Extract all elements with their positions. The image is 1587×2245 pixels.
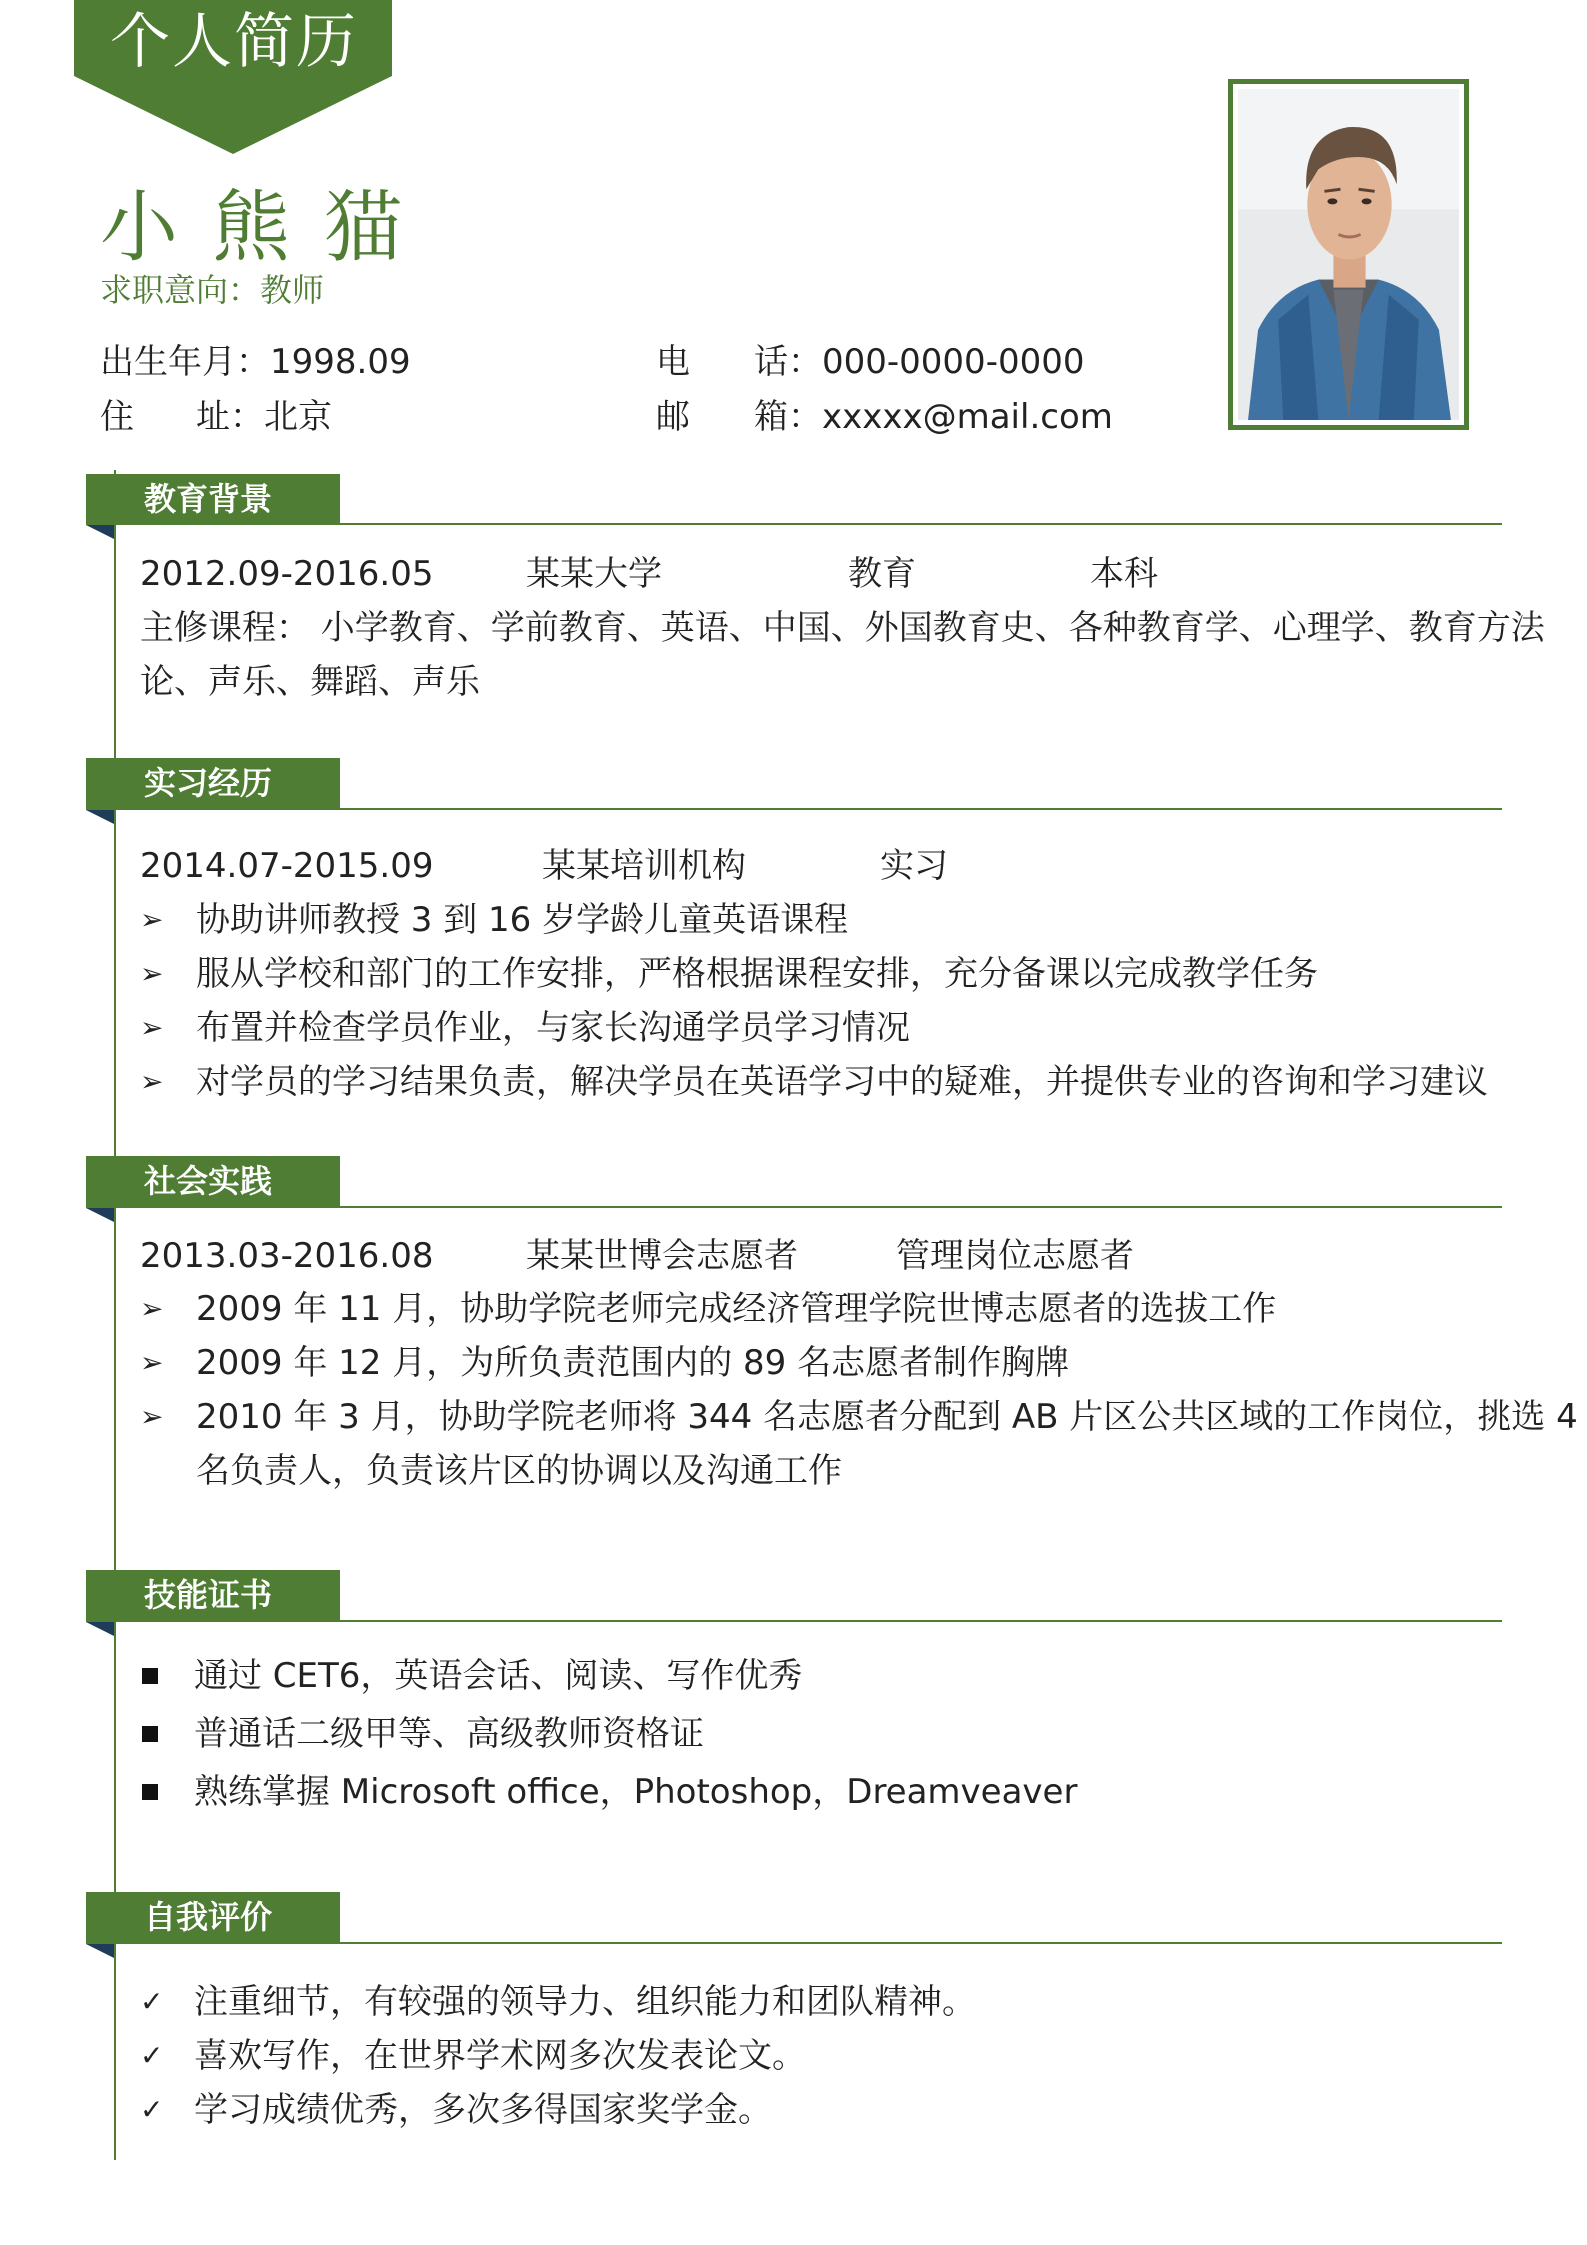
check-icon: ✓ bbox=[140, 2039, 164, 2072]
list-item: 熟练掌握 Microsoft office，Photoshop，Dreamveaver bbox=[140, 1772, 1077, 1812]
phone-label-a: 电 bbox=[656, 342, 690, 382]
arrow-bullet-icon: ➢ bbox=[140, 1065, 164, 1098]
list-item: 普通话二级甲等、高级教师资格证 bbox=[140, 1714, 704, 1754]
section-education-fold bbox=[86, 525, 114, 539]
candidate-name: 小熊猫 bbox=[100, 183, 437, 273]
education-courses-cont: 论、声乐、舞蹈、声乐 bbox=[140, 662, 480, 702]
address-label-a: 住 bbox=[100, 397, 134, 437]
email-value: xxxxx@mail.com bbox=[822, 397, 1113, 437]
arrow-bullet-icon: ➢ bbox=[140, 957, 164, 990]
square-bullet-icon bbox=[142, 1726, 158, 1742]
section-skills-rule bbox=[86, 1620, 1502, 1622]
job-intent-label: 求职意向： bbox=[100, 271, 261, 309]
section-practice-rule bbox=[86, 1206, 1502, 1208]
birth-value: 1998.09 bbox=[270, 342, 411, 382]
section-education-header: 教育背景 bbox=[86, 474, 340, 524]
education-courses: 主修课程： 小学教育、学前教育、英语、中国、外国教育史、各种教育学、心理学、教育方法 bbox=[140, 608, 1545, 648]
internship-role: 实习 bbox=[880, 846, 948, 886]
section-self-header: 自我评价 bbox=[86, 1892, 340, 1942]
education-school: 某某大学 bbox=[526, 554, 662, 594]
phone-value: 000-0000-0000 bbox=[822, 342, 1085, 382]
list-item: ➢ 布置并检查学员作业，与家长沟通学员学习情况 bbox=[140, 1008, 910, 1048]
section-internship-rule bbox=[86, 808, 1502, 810]
profile-photo bbox=[1228, 79, 1469, 430]
job-intent bbox=[100, 270, 324, 310]
education-major: 教育 bbox=[848, 554, 916, 594]
education-period: 2012.09-2016.05 bbox=[140, 554, 434, 594]
practice-org: 某某世博会志愿者 bbox=[526, 1236, 798, 1276]
phone-info bbox=[656, 342, 1085, 382]
birth-info bbox=[100, 342, 411, 382]
list-item: ➢ 2009 年 11 月，协助学院老师完成经济管理学院世博志愿者的选拔工作 bbox=[140, 1289, 1277, 1329]
list-item: ✓ 注重细节，有较强的领导力、组织能力和团队精神。 bbox=[140, 1982, 976, 2022]
email-label-a: 邮 bbox=[656, 397, 690, 437]
check-icon: ✓ bbox=[140, 1985, 164, 2018]
practice-role: 管理岗位志愿者 bbox=[896, 1236, 1134, 1276]
square-bullet-icon bbox=[142, 1784, 158, 1800]
arrow-bullet-icon: ➢ bbox=[140, 903, 164, 936]
section-skills-header: 技能证书 bbox=[86, 1570, 340, 1620]
internship-org: 某某培训机构 bbox=[542, 846, 746, 886]
arrow-bullet-icon: ➢ bbox=[140, 1292, 164, 1325]
resume-title: 个人简历 bbox=[110, 7, 358, 77]
section-self-fold bbox=[86, 1944, 114, 1958]
list-item: 通过 CET6，英语会话、阅读、写作优秀 bbox=[140, 1656, 802, 1696]
birth-label: 出生年月： bbox=[100, 342, 270, 382]
list-item: ➢ 2010 年 3 月，协助学院老师将 344 名志愿者分配到 AB 片区公共区域的工作岗位，挑选 4 bbox=[140, 1397, 1578, 1437]
list-item: ➢ 服从学校和部门的工作安排，严格根据课程安排，充分备课以完成教学任务 bbox=[140, 954, 1318, 994]
list-item: ➢ 协助讲师教授 3 到 16 岁学龄儿童英语课程 bbox=[140, 900, 849, 940]
check-icon: ✓ bbox=[140, 2093, 164, 2126]
section-internship-fold bbox=[86, 810, 114, 824]
section-self-rule bbox=[86, 1942, 1502, 1944]
education-degree: 本科 bbox=[1090, 554, 1158, 594]
section-internship-header: 实习经历 bbox=[86, 758, 340, 808]
arrow-bullet-icon: ➢ bbox=[140, 1011, 164, 1044]
section-practice-fold bbox=[86, 1208, 114, 1222]
phone-label-b: 话： bbox=[754, 342, 822, 382]
arrow-bullet-icon: ➢ bbox=[140, 1346, 164, 1379]
job-intent-value: 教师 bbox=[260, 271, 325, 309]
practice-period: 2013.03-2016.08 bbox=[140, 1236, 434, 1276]
address-value: 北京 bbox=[264, 397, 332, 437]
list-item: ✓ 喜欢写作，在世界学术网多次发表论文。 bbox=[140, 2036, 806, 2076]
section-education-rule bbox=[86, 523, 1502, 525]
list-item: ➢ 对学员的学习结果负责，解决学员在英语学习中的疑难，并提供专业的咨询和学习建议 bbox=[140, 1062, 1488, 1102]
address-info bbox=[100, 397, 332, 437]
list-item: ✓ 学习成绩优秀，多次多得国家奖学金。 bbox=[140, 2090, 772, 2130]
square-bullet-icon bbox=[142, 1668, 158, 1684]
address-label-b: 址： bbox=[196, 397, 264, 437]
person-portrait-icon bbox=[1238, 89, 1459, 420]
section-practice-header: 社会实践 bbox=[86, 1156, 340, 1206]
email-label-b: 箱： bbox=[754, 397, 822, 437]
list-item: ➢ 2009 年 12 月，为所负责范围内的 89 名志愿者制作胸牌 bbox=[140, 1343, 1070, 1383]
internship-period: 2014.07-2015.09 bbox=[140, 846, 434, 886]
arrow-bullet-icon: ➢ bbox=[140, 1400, 164, 1433]
section-skills-fold bbox=[86, 1622, 114, 1636]
list-item-continuation: 名负责人，负责该片区的协调以及沟通工作 bbox=[196, 1451, 842, 1491]
email-info bbox=[656, 397, 1113, 437]
